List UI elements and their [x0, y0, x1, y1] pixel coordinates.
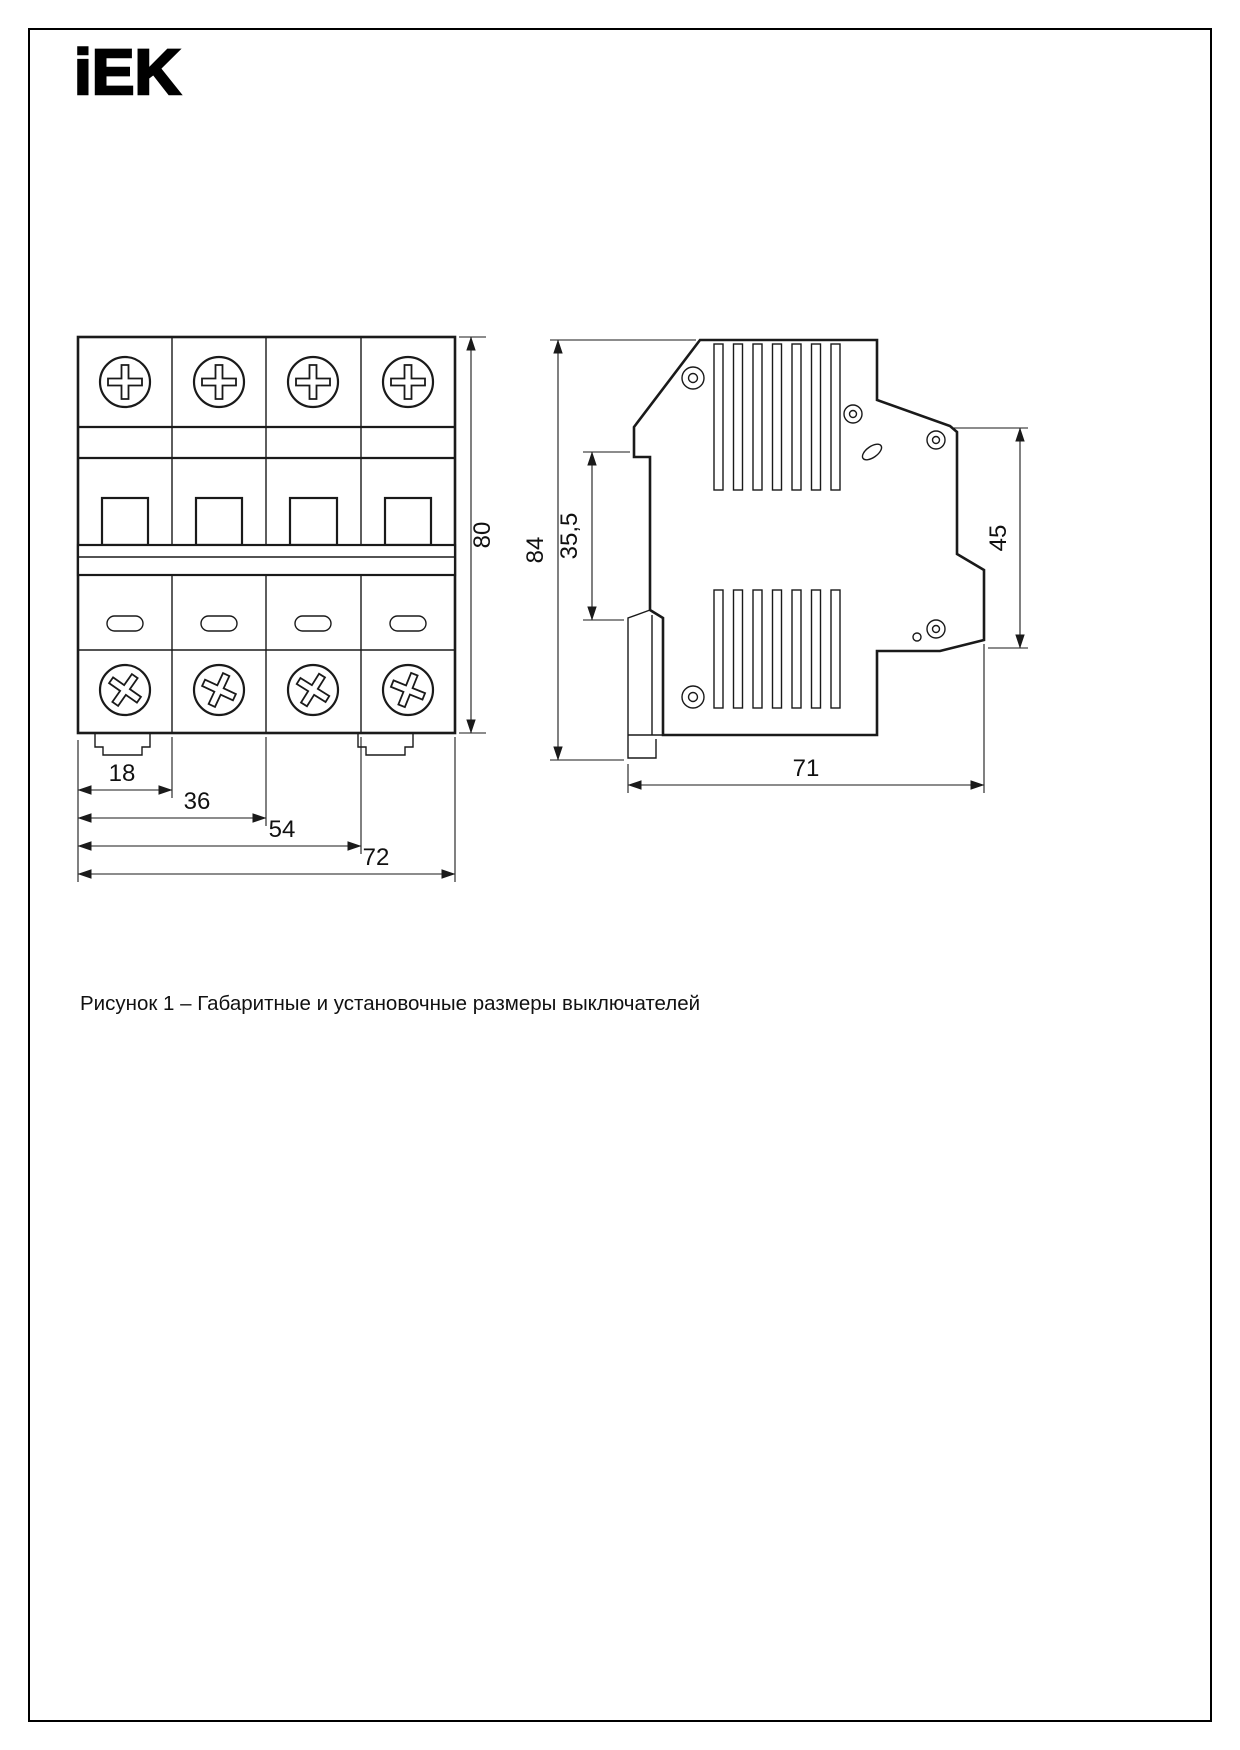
dim-label-36: 36 — [183, 788, 211, 815]
figure-caption: Рисунок 1 – Габаритные и установочные размеры выключателей — [80, 992, 701, 1015]
din-rail-clips — [95, 733, 413, 755]
dim-label-35-5: 35,5 — [556, 512, 583, 560]
dim-label-80: 80 — [469, 521, 496, 549]
handle-crossbar — [78, 545, 455, 575]
dim-label-72: 72 — [362, 844, 390, 871]
dim-label-18: 18 — [108, 760, 136, 787]
dim-label-54: 54 — [268, 816, 296, 843]
dim-label-84: 84 — [522, 536, 549, 564]
side-view-body — [628, 340, 984, 758]
front-view-dimensions — [78, 337, 496, 882]
vent-slots-bottom — [714, 590, 840, 708]
housing-rivets — [682, 367, 945, 708]
front-view-body — [78, 337, 455, 755]
iek-logo: iEK — [74, 36, 181, 108]
dim-label-45: 45 — [985, 524, 1012, 552]
vent-slots-top — [714, 344, 840, 490]
side-view-dimensions — [522, 340, 1028, 793]
dim-label-71: 71 — [792, 755, 820, 782]
